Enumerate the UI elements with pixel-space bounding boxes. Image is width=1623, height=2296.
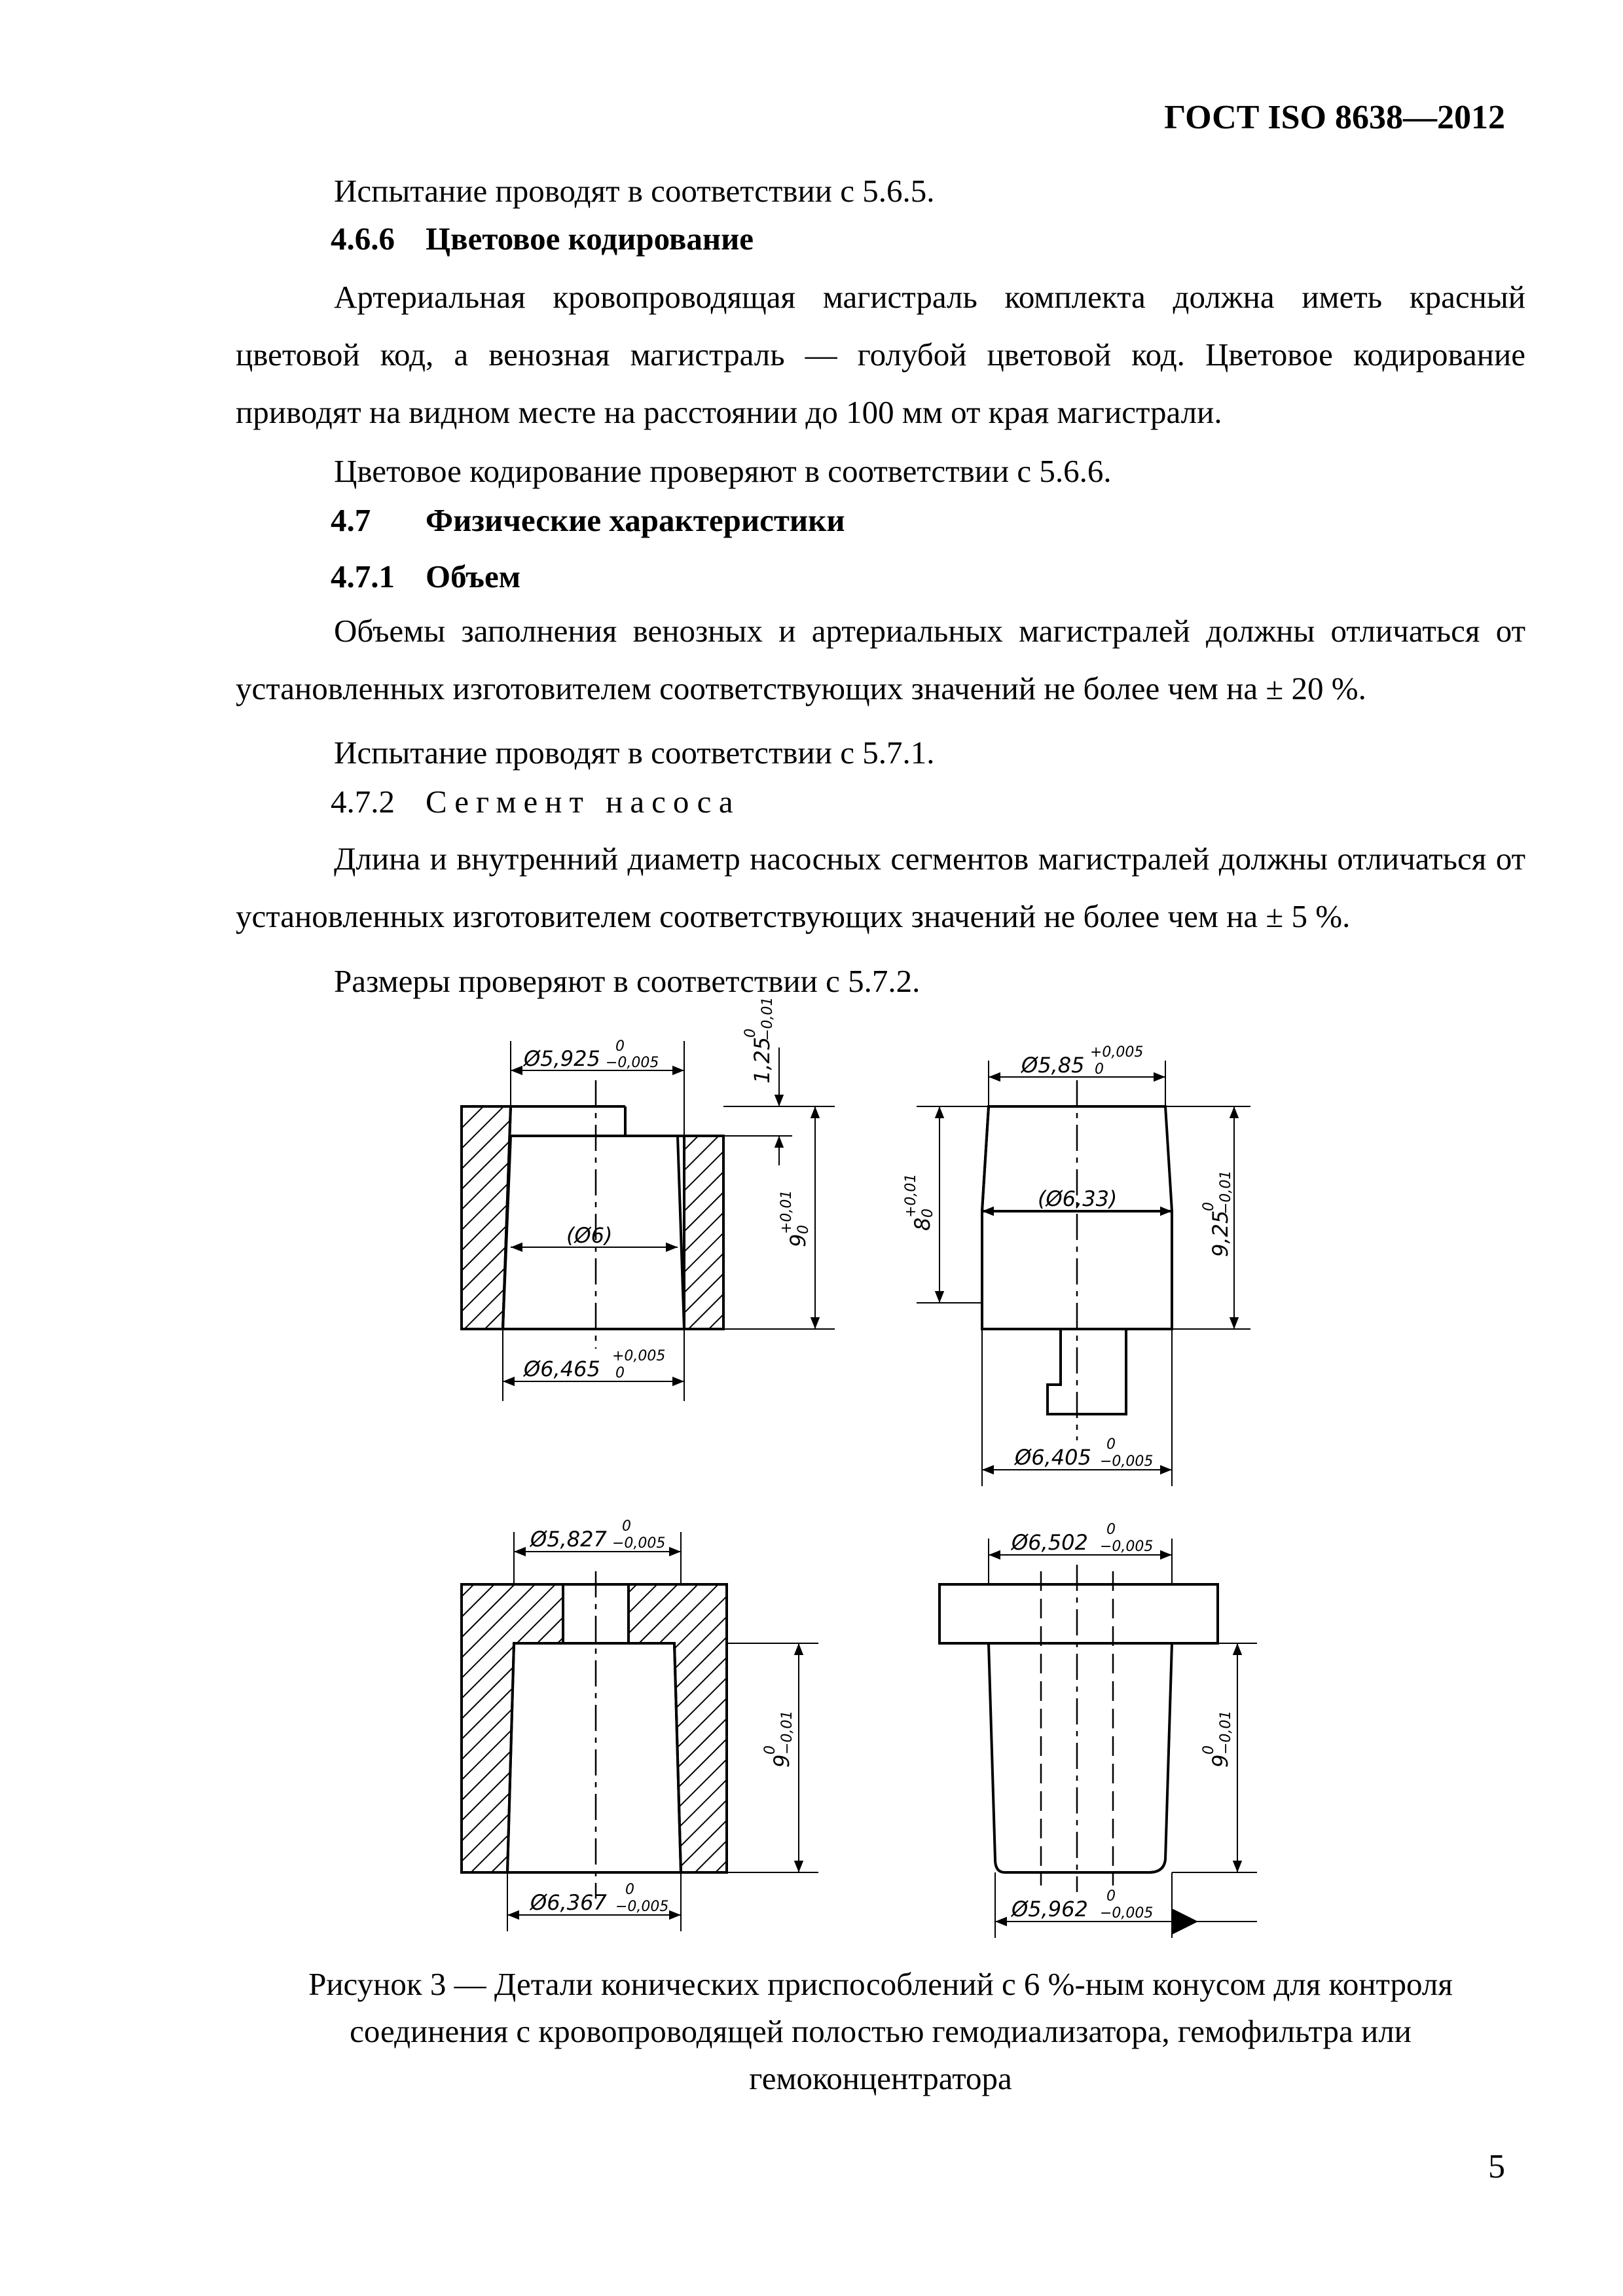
section-number: 4.7.1 (331, 558, 395, 594)
dim-a-top-lower: −0,005 (606, 1055, 659, 1071)
dim-b-bottom-upper: 0 (1106, 1436, 1116, 1453)
dim-b-h1-lower: 0 (920, 1209, 936, 1218)
paragraph-pump-segment: Длина и внутренний диаметр насосных сегментов магистралей должны отличаться от установленных изготовителем соответствующих значений не более чем на ± 5 %. (236, 841, 1525, 934)
section-title: Цветовое кодирование (426, 221, 754, 257)
document-header: ГОСТ ISO 8638—2012 (1164, 99, 1505, 136)
part-c-drawing (462, 1532, 818, 1931)
dim-c-bottom: Ø6,367 (530, 1890, 607, 1915)
paragraph-color-check: Цветовое кодирование проверяют в соответствии с 5.6.6. (334, 453, 1112, 489)
dim-c-height-lower: −0,01 (779, 1710, 795, 1755)
dim-a-height-lower: 0 (795, 1225, 812, 1234)
dim-a-bottom-upper: +0,005 (612, 1348, 666, 1364)
section-title: Физические характеристики (426, 502, 845, 538)
figure-caption: Рисунок 3 — Детали конических приспособлений с 6 %-ным конусом для контроля соединения с кровопроводящей полостью гемодиализатора, гемофильтра или гемоконцентратора (308, 1966, 1453, 2096)
dim-d-bottom-upper: 0 (1106, 1888, 1116, 1904)
dim-a-side: 1,25 (750, 1036, 775, 1084)
paragraph-test-571: Испытание проводят в соответствии с 5.7.1. (334, 735, 935, 771)
dim-b-bottom: Ø6,405 (1015, 1445, 1091, 1470)
dim-a-top: Ø5,925 (524, 1046, 600, 1071)
dim-a-bottom: Ø6,465 (524, 1357, 600, 1381)
section-number: 4.6.6 (331, 221, 395, 257)
dim-b-bottom-lower: −0,005 (1100, 1453, 1154, 1470)
dim-a-bottom-lower: 0 (615, 1365, 625, 1381)
dim-a-side-upper: 0 (742, 1029, 759, 1038)
dim-b-h1: 8 (910, 1217, 935, 1231)
paragraph-test-572: Размеры проверяют в соответствии с 5.7.2. (334, 963, 921, 999)
dim-d-height: 9 (1208, 1754, 1233, 1768)
part-b-drawing (917, 1061, 1250, 1486)
part-d-drawing (939, 1539, 1257, 1938)
dim-a-height: 9 (786, 1233, 811, 1247)
dim-d-top: Ø6,502 (1012, 1530, 1088, 1555)
dim-a-top-upper: 0 (615, 1038, 625, 1055)
dim-b-mid: (Ø6,33) (1038, 1186, 1118, 1211)
dim-a-mid: (Ø6) (566, 1223, 613, 1248)
dim-c-top-upper: 0 (622, 1518, 631, 1535)
dim-c-top: Ø5,827 (530, 1527, 607, 1552)
paragraph-color-coding: Артериальная кровопроводящая магистраль комплекта должна иметь красный цветовой код, а венозная магистраль — голубой цветовой код. Цветовое кодирование приводят на видном месте на расстоянии до 100 мм от края магистрали. (236, 279, 1525, 430)
dim-d-top-lower: −0,005 (1100, 1539, 1154, 1555)
dim-b-top-lower: 0 (1095, 1061, 1104, 1078)
dim-b-h2-lower: −0,01 (1218, 1170, 1234, 1214)
dim-c-height-upper: 0 (762, 1745, 778, 1755)
section-number: 4.7 (331, 502, 371, 538)
dim-d-top-upper: 0 (1106, 1522, 1116, 1538)
dim-c-height: 9 (769, 1754, 794, 1768)
dim-b-h1-upper: +0,01 (903, 1173, 919, 1218)
dim-d-bottom-lower: −0,005 (1100, 1905, 1154, 1922)
section-number: 4.7.2 (331, 784, 395, 820)
dim-b-top: Ø5,85 (1021, 1053, 1085, 1078)
dim-a-height-upper: +0,01 (778, 1190, 795, 1234)
page-number: 5 (1488, 2148, 1505, 2185)
dim-b-top-upper: +0,005 (1090, 1044, 1144, 1061)
dim-c-top-lower: −0,005 (612, 1535, 666, 1552)
paragraph-volume: Объемы заполнения венозных и артериальных магистралей должны отличаться от установленных изготовителем соответствующих значений не более чем на ± 20 %. (236, 613, 1525, 706)
dim-c-bottom-lower: −0,005 (615, 1899, 669, 1915)
section-title: Сегмент насоса (426, 784, 740, 820)
section-title: Объем (426, 558, 521, 594)
paragraph-test-565: Испытание проводят в соответствии с 5.6.5. (334, 173, 935, 209)
dim-b-h2: 9,25 (1208, 1210, 1233, 1257)
dim-d-height-upper: 0 (1201, 1745, 1217, 1755)
dim-b-h2-upper: 0 (1201, 1202, 1217, 1211)
dim-a-side-lower: −0,01 (759, 996, 776, 1041)
dim-d-bottom: Ø5,962 (1012, 1897, 1088, 1922)
dim-c-bottom-upper: 0 (625, 1882, 634, 1898)
dim-d-height-lower: −0,01 (1218, 1710, 1234, 1755)
